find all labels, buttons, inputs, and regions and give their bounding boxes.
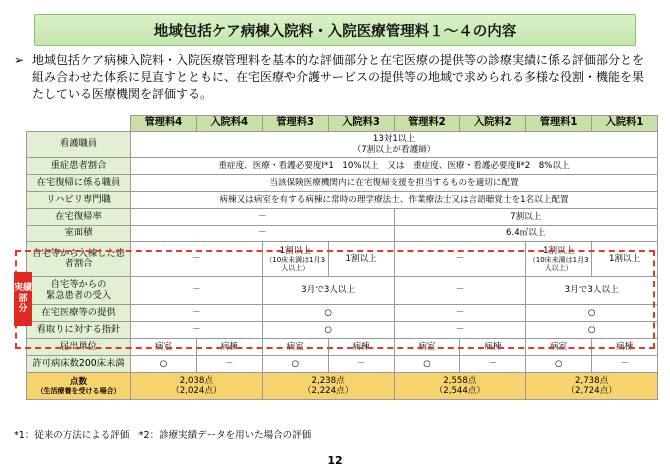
- homeadmit-e-value: 1割以上: [543, 245, 575, 256]
- performance-section-label: [14, 272, 32, 326]
- severity-value: 重症度、医療・看護必要度Ⅰ*1 10%以上 又は 重症度、医療・看護必要度Ⅱ*2 8%以上: [131, 158, 658, 175]
- unit-cell: 病棟: [460, 339, 526, 356]
- row-label: [27, 277, 131, 305]
- header-nyuin2: 入院料2: [460, 116, 526, 132]
- row-label: 在宅医療等の提供: [27, 305, 131, 322]
- homecare-c: －: [394, 305, 526, 322]
- homecare-d: ○: [526, 305, 658, 322]
- points-label-note: （生活療養を受ける場合）: [36, 387, 121, 396]
- header-nyuin3: 入院料3: [328, 116, 394, 132]
- points-cell-2: [394, 373, 526, 400]
- unit-cell: 病室: [526, 339, 592, 356]
- points-sub-value: （2,724点）: [566, 386, 617, 396]
- table-row: [27, 339, 658, 356]
- nurse-note: （7割以上が看護師）: [352, 144, 436, 155]
- endoflife-d: ○: [526, 322, 658, 339]
- unit-cell: 病棟: [592, 339, 658, 356]
- homecare-a: －: [131, 305, 263, 322]
- area-right: 6.4㎡以上: [394, 226, 658, 242]
- endoflife-c: －: [394, 322, 526, 339]
- table-row: [27, 209, 658, 226]
- points-cell-3: [262, 373, 394, 400]
- table-row: [27, 322, 658, 339]
- row-label: 在宅復帰率: [27, 209, 131, 226]
- page-title: 地域包括ケア病棟入院料・入院医療管理料１～４の内容: [34, 14, 636, 46]
- homesupport-value: 当該保険医療機関内に在宅復帰支援を担当するものを適切に配置: [131, 175, 658, 192]
- table-row: [27, 226, 658, 242]
- beds-cell: －: [460, 356, 526, 373]
- beds-cell: ○: [262, 356, 328, 373]
- beds-cell: ○: [394, 356, 460, 373]
- table-row: [27, 356, 658, 373]
- rehab-value: 病棟又は病室を有する病棟に常時の理学療法士、作業療法士又は言語聴覚士を1名以上配置: [131, 192, 658, 209]
- homeadmit-a: －: [131, 242, 263, 277]
- homerate-right: 7割以上: [394, 209, 658, 226]
- side-label-line: 実績: [14, 283, 33, 294]
- points-label-main: 点数: [69, 376, 88, 387]
- emergency-a: －: [131, 277, 263, 305]
- unit-cell: 病室: [262, 339, 328, 356]
- points-sub-value: （2,024点）: [171, 386, 222, 396]
- homeadmit-c: 1割以上: [328, 242, 394, 277]
- points-value: 2,038点: [179, 375, 213, 386]
- beds-cell: －: [196, 356, 262, 373]
- table-row: [27, 132, 658, 158]
- homeadmit-e-note: （10床未満は1月3人以上）: [528, 256, 589, 273]
- lead-text: 地域包括ケア病棟入院料・入院医療管理料を基本的な評価部分と在宅医療の提供等の診療実績に係る評価部分とを組み合わせた体系に見直すとともに、在宅医療や介護サービスの提供等の地域で求められる多様な役割・機能を果たしている医療機関を評価する。: [32, 53, 645, 101]
- row-label: 届出単位: [27, 339, 131, 356]
- header-kanri2: 管理料2: [394, 116, 460, 132]
- beds-cell: ○: [526, 356, 592, 373]
- table-row: [27, 175, 658, 192]
- row-label: 看護職員: [27, 132, 131, 158]
- points-value: 2,738点: [575, 375, 609, 386]
- points-label: [27, 373, 131, 400]
- table-row: [27, 242, 658, 277]
- header-corner: [27, 116, 131, 132]
- nurse-ratio: 13対1以上: [372, 134, 416, 144]
- arrow-bullet-icon: ➢: [14, 53, 25, 67]
- points-cell-4: [131, 373, 263, 400]
- header-nyuin4: 入院料4: [196, 116, 262, 132]
- unit-cell: 病室: [394, 339, 460, 356]
- homeadmit-d: －: [394, 242, 526, 277]
- homeadmit-f: 1割以上: [592, 242, 658, 277]
- requirements-table: [26, 115, 658, 400]
- beds-cell: －: [592, 356, 658, 373]
- row-label: 重症患者割合: [27, 158, 131, 175]
- lead-paragraph: [14, 52, 654, 103]
- side-label-line: 部: [18, 293, 28, 304]
- footnote: *1：従来の方法による評価 *2：診療実績データを用いた場合の評価: [14, 430, 312, 441]
- homeadmit-b: [262, 242, 328, 277]
- page-number: 12: [327, 454, 343, 467]
- endoflife-b: ○: [262, 322, 394, 339]
- points-value: 2,238点: [311, 375, 345, 386]
- beds-cell: ○: [131, 356, 197, 373]
- area-left: －: [131, 226, 395, 242]
- header-nyuin1: 入院料1: [592, 116, 658, 132]
- table-row: [27, 192, 658, 209]
- table-row: [27, 373, 658, 400]
- row-label: 看取りに対する指針: [27, 322, 131, 339]
- homeadmit-e: [526, 242, 592, 277]
- unit-cell: 病室: [131, 339, 197, 356]
- header-kanri1: 管理料1: [526, 116, 592, 132]
- table-row: [27, 277, 658, 305]
- points-sub-value: （2,224点）: [302, 386, 354, 396]
- table-row: [27, 158, 658, 175]
- points-value: 2,558点: [443, 375, 477, 386]
- row-label: リハビリ専門職: [27, 192, 131, 209]
- emergency-d: 3月で3人以上: [526, 277, 658, 305]
- emergency-label-2: 緊急患者の受入: [45, 289, 112, 301]
- header-kanri4: 管理料4: [131, 116, 197, 132]
- nurse-value: [131, 132, 658, 158]
- beds-cell: －: [328, 356, 394, 373]
- homeadmit-b-note: （10床未満は1月3人以上）: [265, 256, 326, 273]
- emergency-c: －: [394, 277, 526, 305]
- row-label: 許可病床数200床未満: [27, 356, 131, 373]
- homecare-b: ○: [262, 305, 394, 322]
- emergency-b: 3月で3人以上: [262, 277, 394, 305]
- row-label: 在宅復帰に係る職員: [27, 175, 131, 192]
- endoflife-a: －: [131, 322, 263, 339]
- header-kanri3: 管理料3: [262, 116, 328, 132]
- table-row: [27, 305, 658, 322]
- side-label-line: 分: [18, 304, 28, 315]
- homeadmit-b-value: 1割以上: [279, 245, 311, 256]
- unit-cell: 病棟: [328, 339, 394, 356]
- emergency-label-1: 自宅等からの: [50, 279, 107, 290]
- homerate-left: －: [131, 209, 395, 226]
- unit-cell: 病棟: [196, 339, 262, 356]
- points-cell-1: [526, 373, 658, 400]
- row-label: 室面積: [27, 226, 131, 242]
- points-sub-value: （2,544点）: [434, 386, 486, 396]
- row-label: 自宅等から入棟した患者割合: [27, 242, 131, 277]
